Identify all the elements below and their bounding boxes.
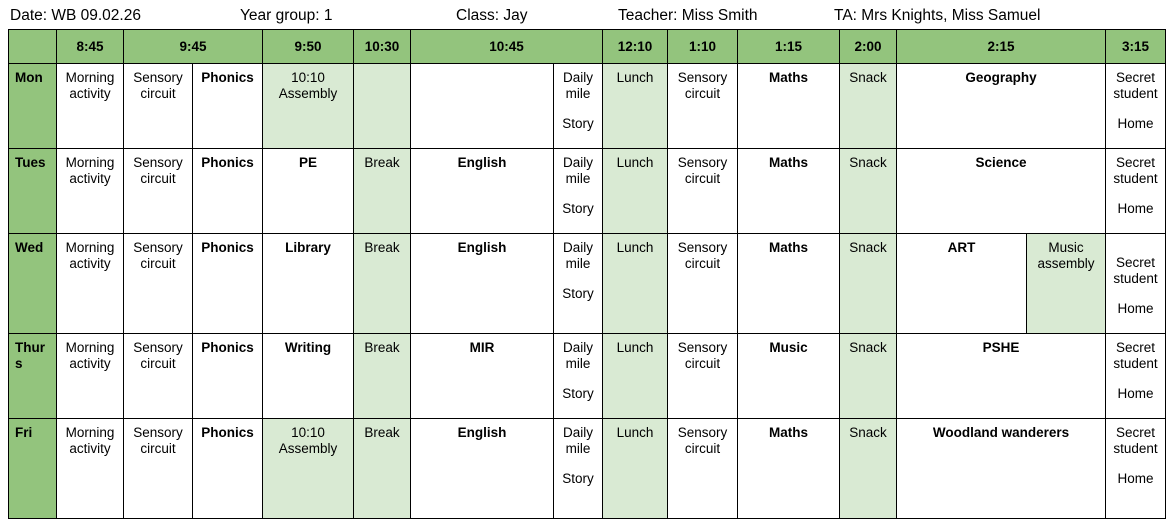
timetable-cell	[603, 234, 668, 334]
ta-label: TA: Mrs Knights, Miss Samuel	[834, 7, 1041, 24]
timetable-cell	[57, 234, 124, 334]
cell-text: Maths	[768, 155, 808, 170]
time-header-cell: 8:45	[57, 30, 124, 64]
timetable-cell	[738, 419, 840, 519]
timetable-cell	[1106, 334, 1166, 419]
timetable-cell	[897, 419, 1106, 519]
timetable-cell	[668, 334, 738, 419]
timetable-cell	[263, 419, 354, 519]
timetable-cell	[57, 149, 124, 234]
timetable	[8, 29, 1166, 519]
table-row	[9, 149, 1166, 234]
timetable-cell	[263, 234, 354, 334]
timetable-cell	[354, 149, 411, 234]
table-row	[9, 234, 1166, 334]
time-header-cell: 9:45	[124, 30, 263, 64]
timetable-cell	[263, 334, 354, 419]
cell-text: Morning activity	[65, 340, 115, 371]
timetable-cell	[193, 149, 263, 234]
cell-text: Sensory circuit	[677, 340, 728, 371]
timetable-header	[0, 0, 1171, 30]
cell-text: Snack	[849, 240, 887, 255]
cell-text: Story	[562, 471, 594, 486]
timetable-cell	[840, 149, 897, 234]
timetable-cell	[603, 149, 668, 234]
cell-text: Phonics	[201, 70, 254, 85]
cell-text: Home	[1117, 471, 1154, 486]
time-header-cell: 10:30	[354, 30, 411, 64]
day-label: Tues	[9, 149, 57, 234]
cell-text: Sensory circuit	[677, 240, 728, 271]
timetable-cell	[124, 64, 193, 149]
cell-text: Sensory circuit	[133, 340, 183, 371]
teacher-label: Teacher: Miss Smith	[618, 7, 758, 24]
cell-text: Sensory circuit	[133, 425, 183, 456]
timetable-cell	[897, 334, 1106, 419]
cell-text: Lunch	[616, 70, 654, 85]
cell-text: Daily mile	[562, 155, 593, 186]
cell-text: Phonics	[201, 425, 254, 440]
cell-text: Phonics	[201, 240, 254, 255]
timetable-cell	[554, 334, 603, 419]
cell-text: Sensory circuit	[133, 155, 183, 186]
timetable-cell	[124, 419, 193, 519]
timetable-cell	[554, 149, 603, 234]
timetable-cell	[1106, 419, 1166, 519]
timetable-cell	[603, 419, 668, 519]
cell-text: Maths	[768, 70, 808, 85]
cell-text: Sensory circuit	[133, 70, 183, 101]
day-label: Fri	[9, 419, 57, 519]
cell-text: Daily mile	[562, 425, 593, 456]
cell-text: Break	[364, 155, 400, 170]
timetable-cell	[840, 234, 897, 334]
table-row	[9, 64, 1166, 149]
timetable-cell	[411, 149, 554, 234]
cell-text: Daily mile	[562, 70, 593, 101]
cell-text: Science	[975, 155, 1027, 170]
cell-text: Library	[285, 240, 331, 255]
timetable-cell	[897, 64, 1106, 149]
table-row	[9, 419, 1166, 519]
cell-text: Music assembly	[1037, 240, 1095, 271]
timetable-cell	[668, 149, 738, 234]
cell-text: Morning activity	[65, 425, 115, 456]
cell-text: Morning activity	[65, 155, 115, 186]
cell-text: Daily mile	[562, 340, 593, 371]
cell-text: Lunch	[616, 240, 654, 255]
cell-text: Break	[364, 340, 400, 355]
cell-text: Secret student	[1113, 425, 1158, 456]
timetable-cell	[263, 64, 354, 149]
timetable-cell	[354, 64, 411, 149]
time-header-row	[9, 30, 1166, 64]
cell-text: Writing	[284, 340, 332, 355]
time-header-cell: 1:15	[738, 30, 840, 64]
cell-text: Snack	[849, 155, 887, 170]
time-header-cell: 2:00	[840, 30, 897, 64]
timetable-cell	[193, 234, 263, 334]
cell-text: PE	[298, 155, 317, 170]
day-label: Mon	[9, 64, 57, 149]
timetable-cell	[840, 64, 897, 149]
table-row	[9, 334, 1166, 419]
cell-text: Break	[364, 425, 400, 440]
timetable-cell	[897, 234, 1027, 334]
year-group-label: Year group: 1	[240, 7, 333, 24]
cell-text: Lunch	[616, 155, 654, 170]
timetable-cell	[124, 334, 193, 419]
timetable-cell	[840, 334, 897, 419]
timetable-cell	[840, 419, 897, 519]
timetable-cell	[554, 234, 603, 334]
timetable-cell	[1106, 234, 1166, 334]
timetable-cell	[263, 149, 354, 234]
cell-text: Home	[1117, 201, 1154, 216]
cell-text: Story	[562, 201, 594, 216]
cell-text: Sensory circuit	[133, 240, 183, 271]
timetable-cell	[354, 334, 411, 419]
cell-text: Snack	[849, 70, 887, 85]
cell-text: Secret student	[1113, 70, 1158, 101]
cell-text: Snack	[849, 340, 887, 355]
cell-text: Morning activity	[65, 70, 115, 101]
time-header-cell: 10:45	[411, 30, 603, 64]
timetable-cell	[738, 149, 840, 234]
timetable-cell	[1027, 234, 1106, 334]
cell-text: Lunch	[616, 340, 654, 355]
day-label: Thurs	[9, 334, 57, 419]
timetable-cell	[57, 64, 124, 149]
time-header-cell: 3:15	[1106, 30, 1166, 64]
timetable-cell	[738, 334, 840, 419]
time-header-cell: 2:15	[897, 30, 1106, 64]
cell-text: Secret student	[1113, 340, 1158, 371]
cell-text	[354, 64, 410, 70]
cell-text: Phonics	[201, 340, 254, 355]
timetable-cell	[668, 64, 738, 149]
cell-text: English	[457, 155, 507, 170]
time-header-cell: 1:10	[668, 30, 738, 64]
class-label: Class: Jay	[456, 7, 528, 24]
cell-text: Story	[562, 116, 594, 131]
time-header-cell	[9, 30, 57, 64]
cell-text: Secret student	[1113, 155, 1158, 186]
time-header-cell: 9:50	[263, 30, 354, 64]
timetable-cell	[1106, 149, 1166, 234]
cell-text: Sensory circuit	[677, 155, 728, 186]
cell-text: Music	[769, 340, 808, 355]
cell-text: Geography	[965, 70, 1037, 85]
day-label: Wed	[9, 234, 57, 334]
cell-text: MIR	[469, 340, 495, 355]
timetable-cell	[193, 64, 263, 149]
cell-text: Lunch	[616, 425, 654, 440]
cell-text: English	[457, 240, 507, 255]
timetable-cell	[411, 419, 554, 519]
timetable-cell	[1106, 64, 1166, 149]
cell-text: Story	[562, 286, 594, 301]
cell-text: Phonics	[201, 155, 254, 170]
cell-text: 10:10 Assembly	[278, 70, 338, 101]
cell-text: Snack	[849, 425, 887, 440]
timetable-cell	[193, 334, 263, 419]
cell-text: Maths	[768, 425, 808, 440]
cell-text: Maths	[768, 240, 808, 255]
timetable-cell	[668, 419, 738, 519]
timetable-cell	[668, 234, 738, 334]
timetable-cell	[738, 64, 840, 149]
timetable-cell	[57, 419, 124, 519]
cell-text: Story	[562, 386, 594, 401]
timetable-cell	[411, 64, 554, 149]
cell-text: Sensory circuit	[677, 425, 728, 456]
date-label: Date: WB 09.02.26	[10, 7, 141, 24]
timetable-cell	[897, 149, 1106, 234]
cell-text: Morning activity	[65, 240, 115, 271]
cell-text: Secret student	[1113, 255, 1158, 286]
timetable-cell	[124, 149, 193, 234]
timetable-cell	[554, 419, 603, 519]
timetable-cell	[554, 64, 603, 149]
cell-text: Daily mile	[562, 240, 593, 271]
timetable-cell	[738, 234, 840, 334]
timetable-cell	[354, 234, 411, 334]
time-header-cell: 12:10	[603, 30, 668, 64]
cell-text: PSHE	[982, 340, 1020, 355]
timetable-cell	[603, 64, 668, 149]
cell-text: ART	[947, 240, 976, 255]
cell-text: 10:10 Assembly	[278, 425, 338, 456]
cell-text	[411, 64, 553, 70]
timetable-cell	[354, 419, 411, 519]
timetable-cell	[411, 334, 554, 419]
cell-text: Home	[1117, 386, 1154, 401]
cell-text: Home	[1117, 301, 1154, 316]
cell-text: English	[457, 425, 507, 440]
timetable-cell	[57, 334, 124, 419]
timetable-cell	[411, 234, 554, 334]
timetable-cell	[193, 419, 263, 519]
timetable-cell	[124, 234, 193, 334]
cell-text: Sensory circuit	[677, 70, 728, 101]
timetable-cell	[603, 334, 668, 419]
cell-text: Break	[364, 240, 400, 255]
cell-text: Home	[1117, 116, 1154, 131]
cell-text: Woodland wanderers	[932, 425, 1070, 440]
